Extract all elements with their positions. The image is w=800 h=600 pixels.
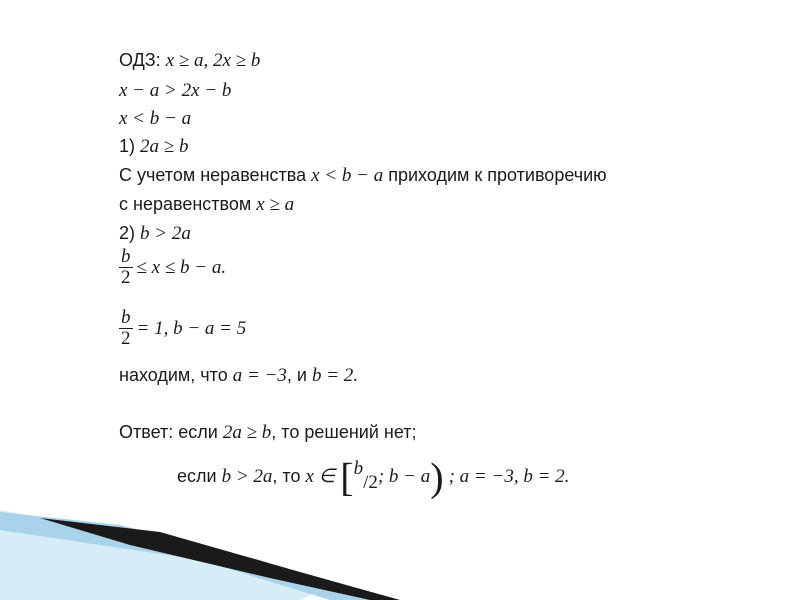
odz-label: ОДЗ: [119, 50, 161, 70]
line-fraction-equations [119, 308, 246, 349]
answer-values: ; a = −3, b = 2. [448, 466, 570, 487]
answer-condition-2: b > 2a [221, 466, 273, 487]
line-inequality [119, 77, 231, 104]
fraction-b-over-2 [119, 247, 133, 288]
slide-decoration-swoosh [0, 490, 800, 600]
b-value-math: b = 2. [311, 365, 359, 386]
answer-if: если [177, 466, 217, 486]
line-case-1 [119, 133, 188, 160]
fraction-numerator: b [121, 246, 131, 267]
fraction-denominator: 2 [121, 328, 131, 349]
answer-membership: x ∈ [305, 466, 336, 487]
answer-text-1: , то решений нет; [271, 422, 417, 442]
interval-close-paren: ) [430, 454, 444, 500]
line-odz [119, 47, 260, 74]
case-1-math: 2a ≥ b [140, 136, 189, 157]
contradiction-text-a: С учетом неравенства [119, 165, 307, 185]
case-2-math: b > 2a [140, 223, 191, 244]
case-1-label: 1) [119, 136, 136, 156]
line-x-bound [119, 105, 191, 132]
find-values-separator: , и [286, 365, 307, 385]
with-inequality-text: с неравенством [119, 194, 252, 214]
interval-rest: ; b − a [377, 466, 431, 487]
line-fraction-bound [119, 247, 226, 288]
interval-open-bracket: [ [340, 454, 354, 500]
fraction-bound-math: ≤ x ≤ b − a. [136, 256, 227, 278]
odz-math: x ≥ a, 2x ≥ b [165, 50, 261, 71]
answer-text-2: , то [272, 466, 301, 486]
answer-label: Ответ: если [119, 422, 218, 442]
contradiction-math: x < b − a [311, 165, 384, 186]
line-contradiction [119, 162, 607, 189]
x-bound-math: x < b − a [119, 108, 192, 129]
fraction-b-over-2-second [119, 308, 133, 349]
interval-fraction-bottom: /2 [363, 472, 378, 494]
inequality-math: x − a > 2x − b [119, 80, 232, 101]
a-value-math: a = −3 [232, 365, 287, 386]
case-2-label: 2) [119, 223, 136, 243]
interval-fraction-top: b [353, 458, 364, 480]
fraction-equations-math: = 1, b − a = 5 [136, 317, 247, 339]
line-find-values [119, 362, 358, 389]
fraction-denominator: 2 [121, 267, 131, 288]
answer-condition-1: 2a ≥ b [222, 422, 272, 443]
contradiction-text-b: приходим к противоречию [388, 165, 607, 185]
with-inequality-math: x ≥ a [256, 194, 295, 215]
line-case-2 [119, 220, 191, 247]
find-values-text: находим, что [119, 365, 228, 385]
line-with-inequality [119, 191, 294, 218]
fraction-numerator: b [121, 307, 131, 328]
answer-line-1 [119, 419, 416, 446]
